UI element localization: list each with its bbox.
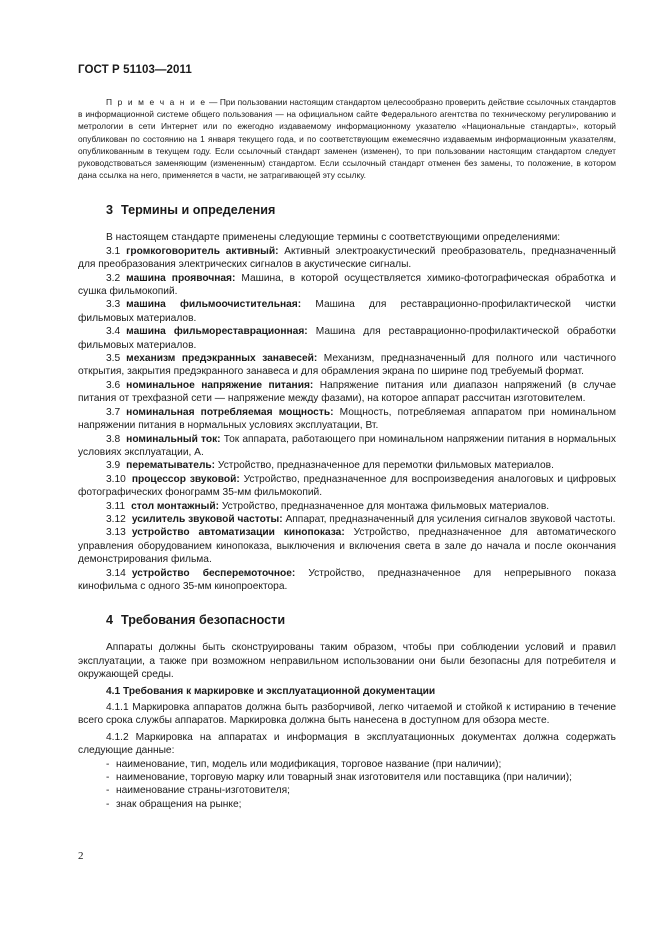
list-item-text: знак обращения на рынке; [116, 798, 242, 810]
term-entry [78, 245, 616, 272]
list-item-text: наименование страны-изготовителя; [116, 785, 290, 797]
term-name: машина проявочная: [126, 272, 236, 284]
note-label: П р и м е ч а н и е [106, 97, 207, 107]
section-4-heading [78, 613, 616, 627]
term-number: 3.9 [106, 460, 121, 472]
term-name: стол монтажный: [131, 500, 220, 512]
term-entry [78, 433, 616, 460]
section-4-number: 4 [106, 613, 114, 628]
term-entry [78, 500, 616, 513]
term-name: машина фильмоочистительная: [126, 299, 302, 311]
paragraph-4-1-2: 4.1.2 Маркировка на аппаратах и информация в эксплуатационных документах должна содержать следующие данные: [78, 731, 616, 757]
term-definition: Устройство, предназначенное для автоматического управления оборудованием кинопоказа, выключения и включения света в зале до начала и после окончания демонстрирования фильма. [78, 527, 617, 566]
document-header: ГОСТ Р 51103—2011 [78, 64, 192, 76]
term-entry [78, 526, 616, 566]
term-name: машина фильмореставрационная: [126, 326, 308, 338]
term-entry [78, 473, 616, 500]
subsection-4-1-title: 4.1 Требования к маркировке и эксплуатационной документации [106, 685, 436, 697]
list-item-text: наименование, тип, модель или модификация, торговое название (при наличии); [116, 758, 502, 770]
term-number: 3.12 [106, 513, 126, 525]
section-3-heading [78, 203, 616, 217]
term-number: 3.10 [106, 473, 126, 485]
term-entry [78, 406, 616, 433]
section-3-intro: В настоящем стандарте применены следующие термины с соответствующими определениями: [106, 232, 561, 244]
term-number: 3.6 [106, 379, 121, 391]
term-number: 3.4 [106, 326, 121, 338]
term-number: 3.3 [106, 299, 121, 311]
section-4-title: Требования безопасности [121, 613, 286, 628]
term-number: 3.14 [106, 567, 126, 579]
term-name: усилитель звуковой частоты: [131, 513, 283, 525]
term-number: 3.2 [106, 272, 121, 284]
term-entry [78, 379, 616, 406]
term-entry [78, 513, 616, 526]
section-3-body [78, 231, 616, 593]
list-item-text: наименование, торговую марку или товарный знак изготовителя или поставщика (при наличии); [116, 772, 572, 784]
term-number: 3.11 [106, 500, 126, 512]
list-dash: - [106, 772, 110, 784]
term-entry [78, 459, 616, 472]
page-number: 2 [78, 850, 84, 862]
list-item [78, 798, 616, 811]
term-entry [78, 272, 616, 299]
note-text: — При пользовании настоящим стандартом целесообразно проверить действие ссылочных стандартов в информационной системе общего пользования — на официальном сайте Федерального агентства по техническому регулированию и метрологии в сети Интернет или по ежегодно издаваемому информационному указателю «Национальные стандарты», который опубликован по состоянию на 1 января текущего года, и по соответствующим ежемесячно издаваемым информационным указателям, опубликованным в текущем году. Если ссылочный стандарт заменен (изменен), то при пользовании настоящим стандартом следует руководствоваться заменяющим (измененным) стандартом. Если ссылочный стандарт отменен без замены, то положение, в котором дана ссылка на него, применяется в части, не затрагивающей эту ссылку. [78, 97, 616, 181]
list-dash: - [106, 785, 110, 797]
term-definition: Машина для реставрационно-профилактической чистки фильмовых материалов. [78, 299, 616, 324]
requirements-list [78, 758, 616, 812]
list-dash: - [106, 758, 110, 770]
term-definition: Устройство, предназначенное для непрерывного показа кинофильма с одного 35-мм кинопроектора. [78, 567, 616, 592]
term-name: устройство бесперемоточное: [131, 567, 296, 579]
term-definition: Мощность, потребляемая аппаратом при номинальном напряжении питания в нормальных условиях эксплуатации, Вт. [78, 406, 617, 432]
term-name: устройство автоматизации кинопоказа: [131, 527, 345, 539]
term-number: 3.5 [106, 353, 121, 365]
term-definition: Машина для реставрационно-профилактической обработки фильмовых материалов. [78, 326, 616, 351]
term-definition: Аппарат, предназначенный для усиления сигналов звуковой частоты. [282, 513, 616, 525]
term-definition: Машина, в которой осуществляется химико-фотографическая обработка и сушка фильмокопий. [78, 272, 616, 298]
term-definition: Устройство, предназначенное для монтажа фильмовых материалов. [219, 500, 550, 512]
term-number: 3.7 [106, 406, 121, 418]
term-definition: Ток аппарата, работающего при номинальном напряжении питания в нормальных условиях эксплуатации, А. [78, 433, 616, 458]
term-entry [78, 325, 616, 352]
section-4-intro: Аппараты должны быть сконструированы таким образом, чтобы при соблюдении условий и правил эксплуатации, а также при возможном неправильном использовании они были безопасны для потребителя и окружающей среды. [78, 642, 616, 681]
term-definition: Активный электроакустический преобразователь, предназначенный для преобразования электрических сигналов в акустические сигналы. [78, 245, 616, 271]
term-entry [78, 352, 616, 379]
terms-list [78, 245, 616, 594]
list-dash: - [106, 798, 110, 810]
paragraph-4-1-1: 4.1.1 Маркировка аппаратов должна быть разборчивой, легко читаемой и стойкой к истиранию в течение всего срока службы аппаратов. Маркировка должна быть нанесена в доступном для обзора месте. [78, 702, 616, 727]
term-entry [78, 567, 616, 594]
term-name: номинальный ток: [126, 433, 221, 445]
term-name: процессор звуковой: [131, 473, 240, 485]
term-number: 3.8 [106, 433, 121, 445]
term-number: 3.1 [106, 245, 121, 257]
note-paragraph [78, 96, 616, 181]
term-name: номинальное напряжение питания: [126, 379, 314, 391]
list-item [78, 771, 616, 784]
term-name: громкоговоритель активный: [126, 245, 279, 257]
term-name: перематыватель: [126, 460, 216, 472]
page-body [78, 96, 616, 811]
list-item [78, 758, 616, 771]
section-3-title: Термины и определения [121, 203, 276, 218]
term-name: механизм предэкранных занавесей: [126, 353, 318, 365]
term-definition: Устройство, предназначенное для перемотки фильмовых материалов. [215, 460, 554, 472]
term-definition: Механизм, предназначенный для полного или частичного открытия, закрытия предэкранного занавеса и для обрамления экрана по ширине под требуемый формат. [78, 353, 616, 378]
term-definition: Напряжение питания или диапазон напряжений (в случае питания от трехфазной сети — напряжение между фазами), на которое аппарат рассчитан изготовителем. [78, 379, 617, 405]
list-item [78, 784, 616, 797]
term-name: номинальная потребляемая мощность: [126, 406, 334, 418]
term-entry [78, 298, 616, 325]
term-definition: Устройство, предназначенное для воспроизведения аналоговых и цифровых фотографических фонограмм 35-мм фильмокопий. [78, 473, 616, 499]
section-4-body [78, 641, 616, 811]
section-3-number: 3 [106, 203, 114, 218]
term-number: 3.13 [106, 527, 126, 539]
